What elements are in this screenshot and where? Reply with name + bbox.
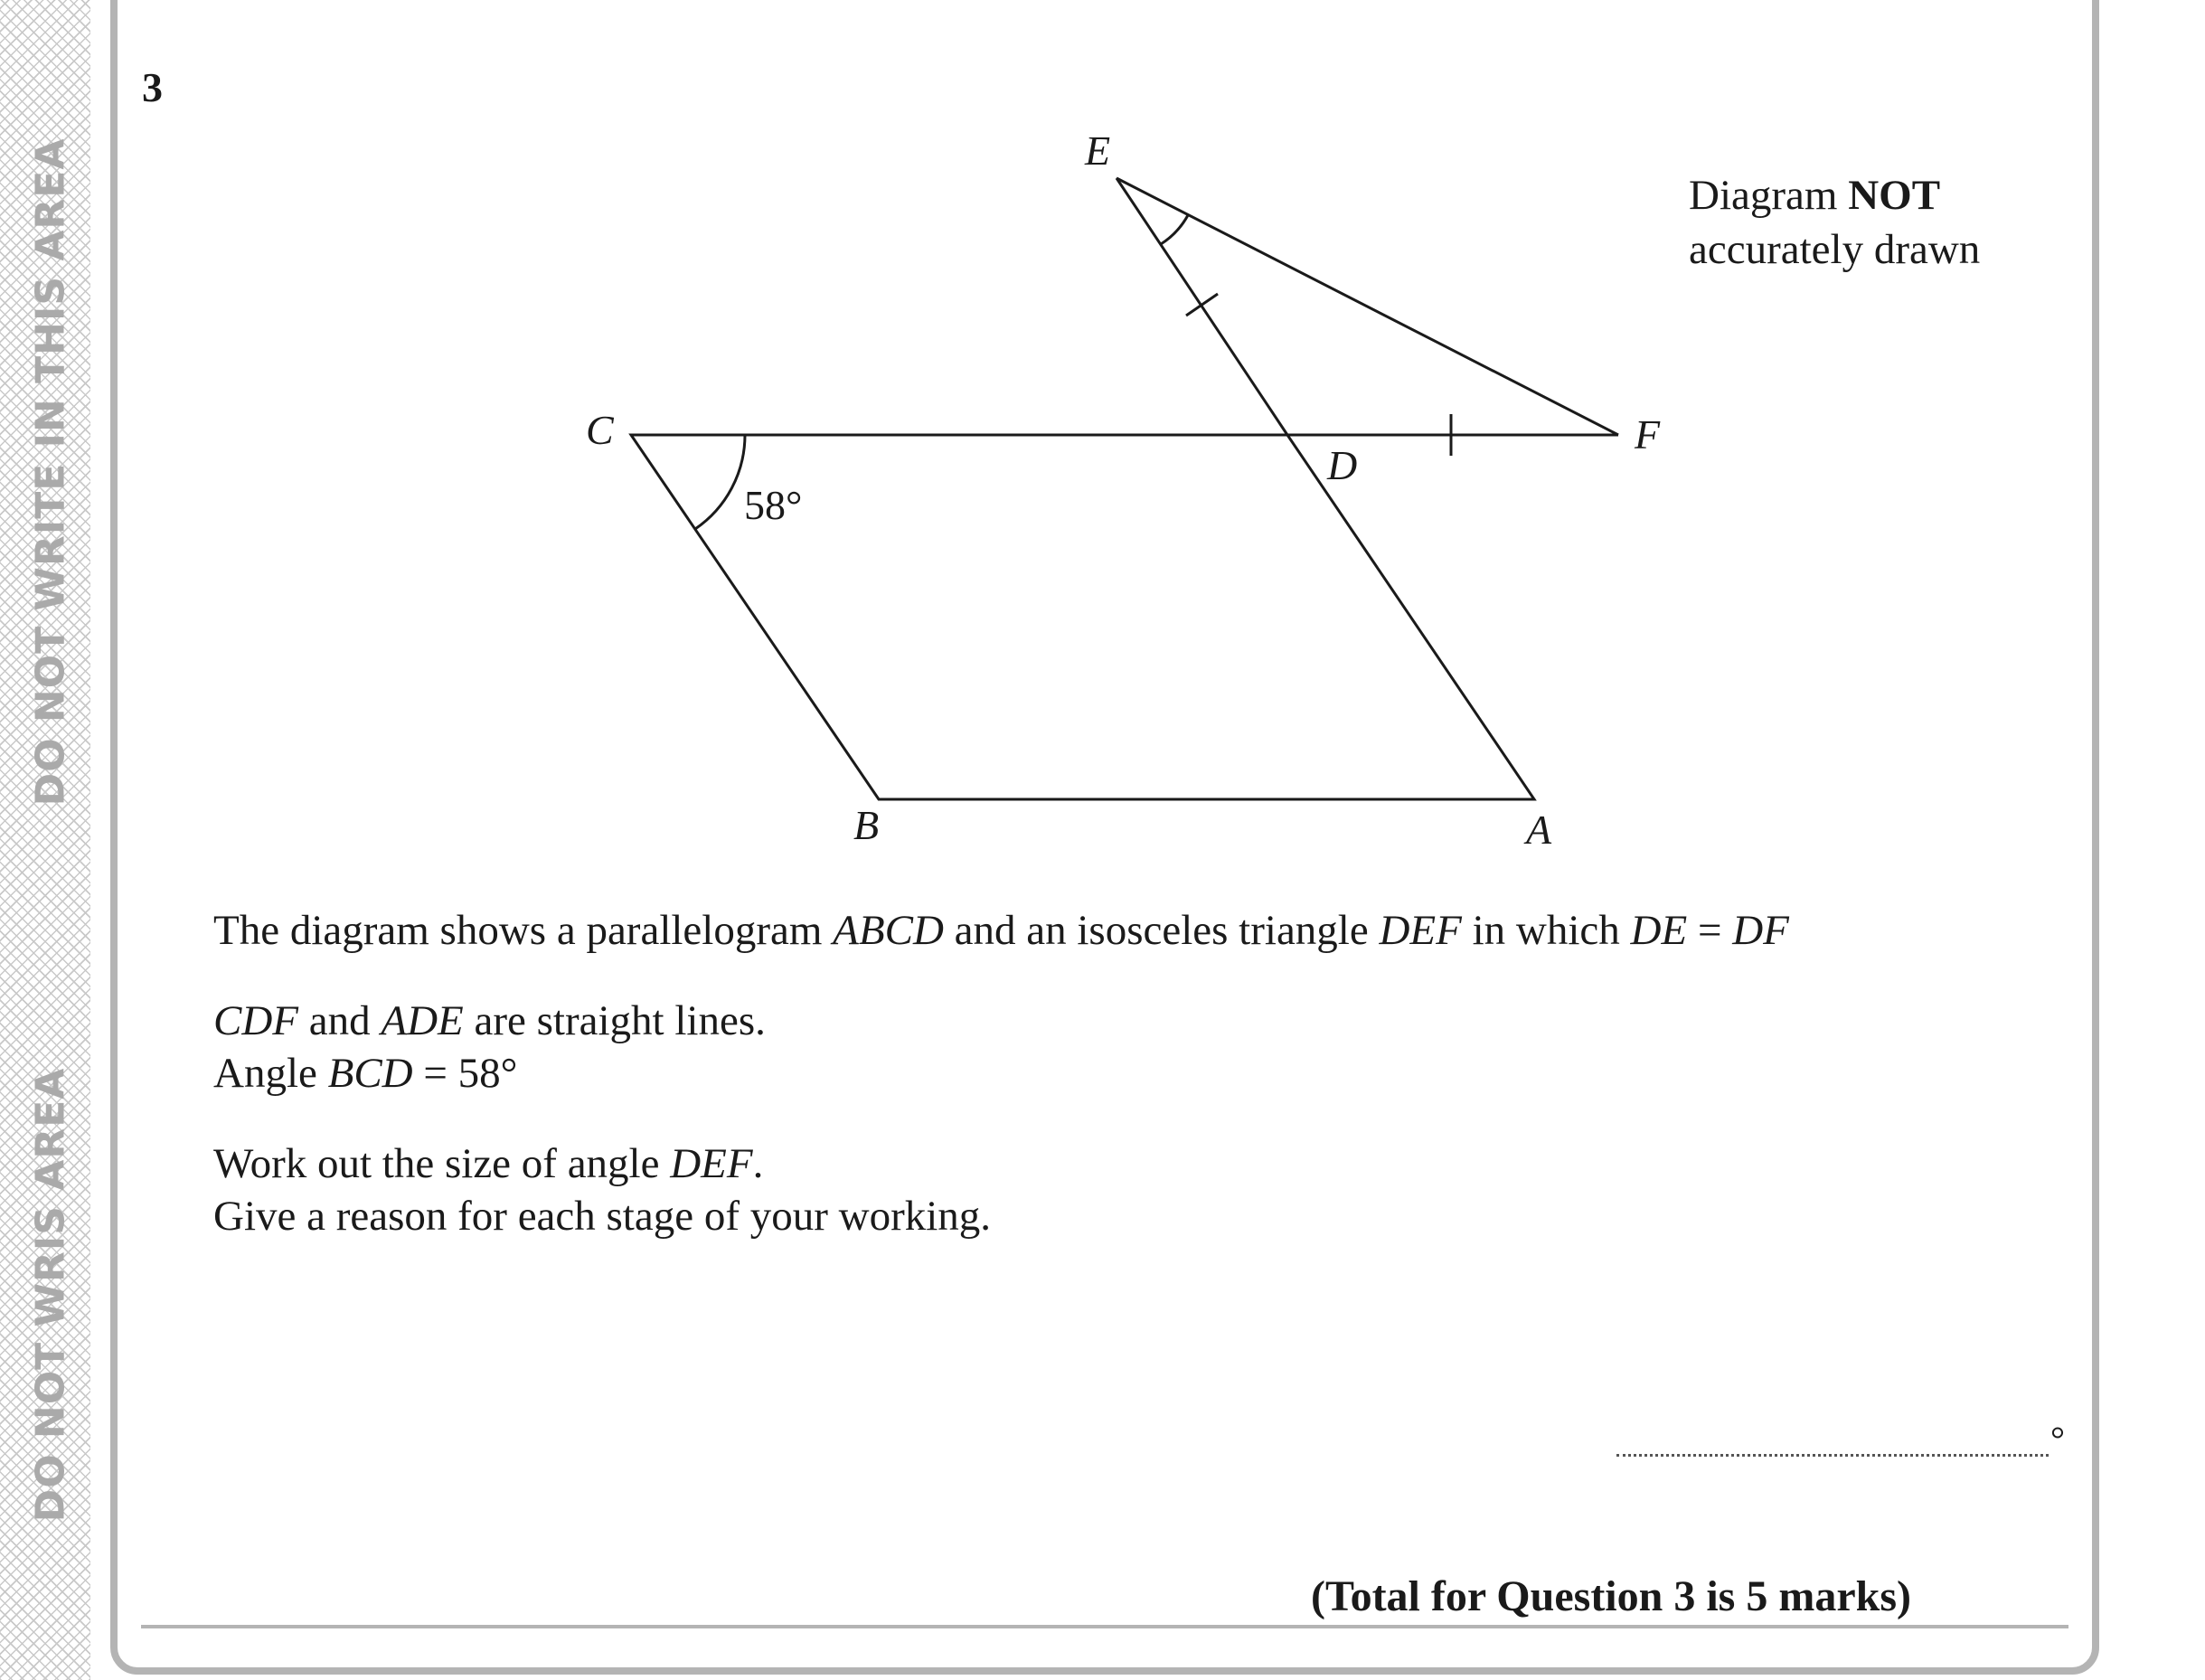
tick-mark-de (1186, 294, 1218, 316)
note-text-2: accurately drawn (1689, 226, 1981, 273)
vertex-label-e: E (1085, 127, 1111, 174)
diagram-note (1689, 168, 1980, 277)
vertex-label-a: A (1526, 807, 1552, 853)
question-number: 3 (142, 64, 163, 110)
line-ef (1117, 178, 1618, 435)
line-de (1117, 178, 1287, 435)
total-marks: (Total for Question 3 is 5 marks) (1310, 1572, 1911, 1620)
answer-line[interactable] (1616, 1454, 2049, 1457)
question-text-4: Work out the size of angle DEF. (213, 1140, 764, 1187)
angle-arc-c (695, 435, 745, 529)
vertex-label-d: D (1327, 442, 1358, 488)
question-text-3: Angle BCD = 58° (213, 1050, 518, 1097)
angle-arc-e (1161, 215, 1188, 244)
bottom-rule (141, 1625, 2068, 1628)
note-emphasis: NOT (1848, 172, 1941, 219)
vertex-label-c: C (586, 407, 614, 453)
question-text-2: CDF and ADE are straight lines. (213, 997, 766, 1044)
question-text-5: Give a reason for each stage of your working. (213, 1193, 992, 1240)
question-text-1: The diagram shows a parallelogram ABCD and an isosceles triangle DEF in which DE = DF (213, 907, 1789, 954)
note-text: Diagram (1689, 172, 1849, 219)
margin-warning-lower: DO NOT WRIS AREA (27, 1067, 74, 1523)
vertex-label-f: F (1635, 411, 1661, 458)
vertex-label-b: B (853, 802, 880, 848)
answer-degree-symbol: ° (2050, 1419, 2065, 1459)
margin-warning-upper: DO NOT WRITE IN THIS AREA (27, 137, 74, 807)
angle-label-58: 58° (744, 482, 803, 528)
